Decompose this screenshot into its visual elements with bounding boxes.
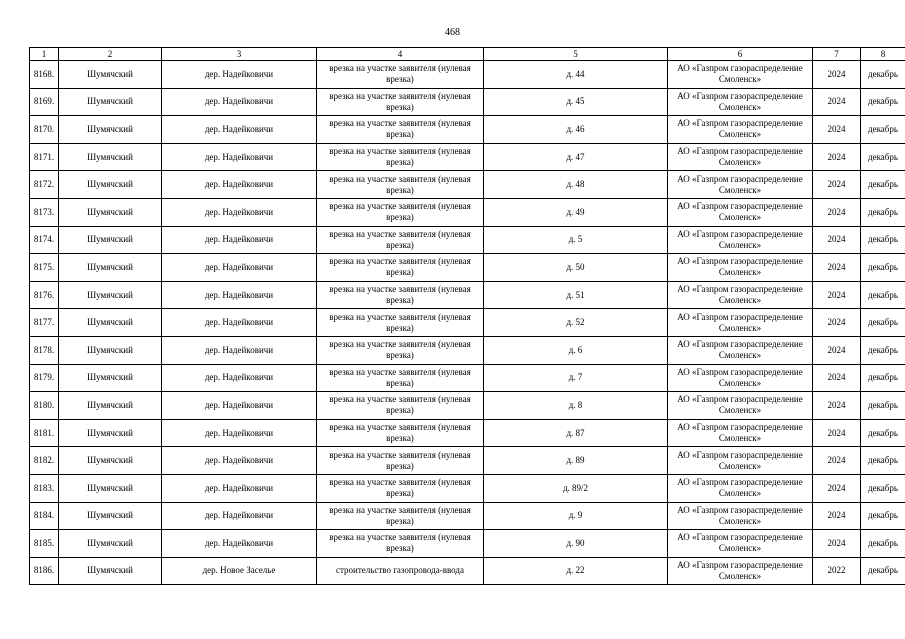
work-type-cell: врезка на участке заявителя (нулевая врезка) (317, 530, 484, 558)
district-cell: Шумячский (59, 116, 162, 144)
row-number-cell: 8184. (30, 502, 59, 530)
table-row (30, 88, 905, 116)
month-cell: декабрь (861, 364, 905, 392)
table-row (30, 364, 905, 392)
work-type-cell: врезка на участке заявителя (нулевая врезка) (317, 88, 484, 116)
month-cell: декабрь (861, 143, 905, 171)
month-cell: декабрь (861, 447, 905, 475)
table-row (30, 254, 905, 282)
table-row (30, 336, 905, 364)
organization-cell: АО «Газпром газораспределение Смоленск» (668, 336, 813, 364)
month-cell: декабрь (861, 254, 905, 282)
organization-cell: АО «Газпром газораспределение Смоленск» (668, 530, 813, 558)
house-number-cell: д. 5 (484, 226, 668, 254)
work-type-cell: врезка на участке заявителя (нулевая врезка) (317, 143, 484, 171)
row-number-cell: 8183. (30, 474, 59, 502)
year-cell: 2024 (813, 392, 861, 420)
district-cell: Шумячский (59, 226, 162, 254)
work-type-cell: врезка на участке заявителя (нулевая врезка) (317, 309, 484, 337)
settlement-cell: дер. Надейковичи (162, 474, 317, 502)
table-row (30, 309, 905, 337)
month-cell: декабрь (861, 530, 905, 558)
column-header-4: 4 (317, 48, 484, 61)
settlement-cell: дер. Надейковичи (162, 419, 317, 447)
row-number-cell: 8186. (30, 557, 59, 585)
organization-cell: АО «Газпром газораспределение Смоленск» (668, 419, 813, 447)
work-type-cell: врезка на участке заявителя (нулевая врезка) (317, 364, 484, 392)
table-row (30, 392, 905, 420)
month-cell: декабрь (861, 336, 905, 364)
table-row (30, 557, 905, 585)
row-number-cell: 8185. (30, 530, 59, 558)
organization-cell: АО «Газпром газораспределение Смоленск» (668, 88, 813, 116)
work-type-cell: врезка на участке заявителя (нулевая врезка) (317, 61, 484, 89)
work-type-cell: врезка на участке заявителя (нулевая врезка) (317, 447, 484, 475)
house-number-cell: д. 44 (484, 61, 668, 89)
organization-cell: АО «Газпром газораспределение Смоленск» (668, 309, 813, 337)
row-number-cell: 8181. (30, 419, 59, 447)
row-number-cell: 8180. (30, 392, 59, 420)
work-type-cell: врезка на участке заявителя (нулевая врезка) (317, 281, 484, 309)
year-cell: 2024 (813, 530, 861, 558)
row-number-cell: 8178. (30, 336, 59, 364)
work-type-cell: врезка на участке заявителя (нулевая врезка) (317, 171, 484, 199)
year-cell: 2024 (813, 61, 861, 89)
row-number-cell: 8177. (30, 309, 59, 337)
district-cell: Шумячский (59, 143, 162, 171)
year-cell: 2024 (813, 226, 861, 254)
year-cell: 2024 (813, 336, 861, 364)
month-cell: декабрь (861, 419, 905, 447)
organization-cell: АО «Газпром газораспределение Смоленск» (668, 143, 813, 171)
house-number-cell: д. 49 (484, 198, 668, 226)
month-cell: декабрь (861, 198, 905, 226)
organization-cell: АО «Газпром газораспределение Смоленск» (668, 281, 813, 309)
month-cell: декабрь (861, 392, 905, 420)
column-header-1: 1 (30, 48, 59, 61)
house-number-cell: д. 89/2 (484, 474, 668, 502)
table-row (30, 198, 905, 226)
settlement-cell: дер. Надейковичи (162, 447, 317, 475)
house-number-cell: д. 22 (484, 557, 668, 585)
organization-cell: АО «Газпром газораспределение Смоленск» (668, 364, 813, 392)
row-number-cell: 8168. (30, 61, 59, 89)
settlement-cell: дер. Надейковичи (162, 254, 317, 282)
header-row (30, 48, 905, 61)
organization-cell: АО «Газпром газораспределение Смоленск» (668, 116, 813, 144)
organization-cell: АО «Газпром газораспределение Смоленск» (668, 392, 813, 420)
settlement-cell: дер. Надейковичи (162, 116, 317, 144)
year-cell: 2024 (813, 281, 861, 309)
organization-cell: АО «Газпром газораспределение Смоленск» (668, 254, 813, 282)
district-cell: Шумячский (59, 502, 162, 530)
table-row (30, 419, 905, 447)
work-type-cell: врезка на участке заявителя (нулевая врезка) (317, 502, 484, 530)
work-type-cell: врезка на участке заявителя (нулевая врезка) (317, 392, 484, 420)
table-row (30, 143, 905, 171)
work-type-cell: врезка на участке заявителя (нулевая врезка) (317, 419, 484, 447)
work-type-cell: врезка на участке заявителя (нулевая врезка) (317, 474, 484, 502)
district-cell: Шумячский (59, 171, 162, 199)
settlement-cell: дер. Надейковичи (162, 530, 317, 558)
year-cell: 2024 (813, 309, 861, 337)
table-row (30, 171, 905, 199)
organization-cell: АО «Газпром газораспределение Смоленск» (668, 61, 813, 89)
settlement-cell: дер. Надейковичи (162, 198, 317, 226)
column-header-2: 2 (59, 48, 162, 61)
row-number-cell: 8182. (30, 447, 59, 475)
house-number-cell: д. 6 (484, 336, 668, 364)
row-number-cell: 8170. (30, 116, 59, 144)
year-cell: 2024 (813, 143, 861, 171)
month-cell: декабрь (861, 226, 905, 254)
house-number-cell: д. 51 (484, 281, 668, 309)
settlement-cell: дер. Надейковичи (162, 61, 317, 89)
table-row (30, 502, 905, 530)
settlement-cell: дер. Надейковичи (162, 364, 317, 392)
year-cell: 2024 (813, 171, 861, 199)
district-cell: Шумячский (59, 281, 162, 309)
house-number-cell: д. 87 (484, 419, 668, 447)
month-cell: декабрь (861, 171, 905, 199)
table-row (30, 281, 905, 309)
organization-cell: АО «Газпром газораспределение Смоленск» (668, 226, 813, 254)
row-number-cell: 8169. (30, 88, 59, 116)
organization-cell: АО «Газпром газораспределение Смоленск» (668, 557, 813, 585)
district-cell: Шумячский (59, 309, 162, 337)
work-type-cell: врезка на участке заявителя (нулевая врезка) (317, 336, 484, 364)
organization-cell: АО «Газпром газораспределение Смоленск» (668, 474, 813, 502)
house-number-cell: д. 48 (484, 171, 668, 199)
district-cell: Шумячский (59, 198, 162, 226)
district-cell: Шумячский (59, 474, 162, 502)
district-cell: Шумячский (59, 61, 162, 89)
year-cell: 2022 (813, 557, 861, 585)
page-number: 468 (445, 27, 460, 38)
row-number-cell: 8171. (30, 143, 59, 171)
year-cell: 2024 (813, 447, 861, 475)
settlement-cell: дер. Надейковичи (162, 336, 317, 364)
house-number-cell: д. 52 (484, 309, 668, 337)
house-number-cell: д. 8 (484, 392, 668, 420)
district-cell: Шумячский (59, 336, 162, 364)
settlement-cell: дер. Надейковичи (162, 392, 317, 420)
year-cell: 2024 (813, 419, 861, 447)
month-cell: декабрь (861, 474, 905, 502)
month-cell: декабрь (861, 502, 905, 530)
district-cell: Шумячский (59, 254, 162, 282)
column-header-3: 3 (162, 48, 317, 61)
district-cell: Шумячский (59, 447, 162, 475)
house-number-cell: д. 45 (484, 88, 668, 116)
column-header-6: 6 (668, 48, 813, 61)
work-type-cell: врезка на участке заявителя (нулевая врезка) (317, 116, 484, 144)
house-number-cell: д. 50 (484, 254, 668, 282)
table-row (30, 447, 905, 475)
month-cell: декабрь (861, 88, 905, 116)
table-row (30, 226, 905, 254)
settlement-cell: дер. Надейковичи (162, 143, 317, 171)
month-cell: декабрь (861, 557, 905, 585)
house-number-cell: д. 90 (484, 530, 668, 558)
table-row (30, 530, 905, 558)
table-row (30, 116, 905, 144)
settlement-cell: дер. Надейковичи (162, 88, 317, 116)
row-number-cell: 8173. (30, 198, 59, 226)
organization-cell: АО «Газпром газораспределение Смоленск» (668, 447, 813, 475)
house-number-cell: д. 9 (484, 502, 668, 530)
year-cell: 2024 (813, 254, 861, 282)
district-cell: Шумячский (59, 392, 162, 420)
house-number-cell: д. 46 (484, 116, 668, 144)
month-cell: декабрь (861, 61, 905, 89)
settlement-cell: дер. Надейковичи (162, 226, 317, 254)
district-cell: Шумячский (59, 88, 162, 116)
house-number-cell: д. 7 (484, 364, 668, 392)
district-cell: Шумячский (59, 419, 162, 447)
organization-cell: АО «Газпром газораспределение Смоленск» (668, 198, 813, 226)
row-number-cell: 8172. (30, 171, 59, 199)
table-row (30, 61, 905, 89)
table-body (30, 61, 905, 585)
table-row (30, 474, 905, 502)
work-type-cell: строительство газопровода-ввода (317, 557, 484, 585)
settlement-cell: дер. Надейковичи (162, 171, 317, 199)
year-cell: 2024 (813, 198, 861, 226)
district-cell: Шумячский (59, 530, 162, 558)
row-number-cell: 8176. (30, 281, 59, 309)
year-cell: 2024 (813, 474, 861, 502)
settlement-cell: дер. Новое Заселье (162, 557, 317, 585)
column-header-5: 5 (484, 48, 668, 61)
month-cell: декабрь (861, 309, 905, 337)
month-cell: декабрь (861, 116, 905, 144)
house-number-cell: д. 47 (484, 143, 668, 171)
settlement-cell: дер. Надейковичи (162, 309, 317, 337)
settlement-cell: дер. Надейковичи (162, 281, 317, 309)
year-cell: 2024 (813, 364, 861, 392)
organization-cell: АО «Газпром газораспределение Смоленск» (668, 502, 813, 530)
column-header-7: 7 (813, 48, 861, 61)
row-number-cell: 8175. (30, 254, 59, 282)
house-number-cell: д. 89 (484, 447, 668, 475)
month-cell: декабрь (861, 281, 905, 309)
row-number-cell: 8174. (30, 226, 59, 254)
column-header-8: 8 (861, 48, 905, 61)
year-cell: 2024 (813, 502, 861, 530)
work-type-cell: врезка на участке заявителя (нулевая врезка) (317, 198, 484, 226)
work-type-cell: врезка на участке заявителя (нулевая врезка) (317, 254, 484, 282)
year-cell: 2024 (813, 88, 861, 116)
organization-cell: АО «Газпром газораспределение Смоленск» (668, 171, 813, 199)
settlement-cell: дер. Надейковичи (162, 502, 317, 530)
row-number-cell: 8179. (30, 364, 59, 392)
district-cell: Шумячский (59, 364, 162, 392)
work-type-cell: врезка на участке заявителя (нулевая врезка) (317, 226, 484, 254)
registry-table (29, 47, 905, 585)
year-cell: 2024 (813, 116, 861, 144)
district-cell: Шумячский (59, 557, 162, 585)
